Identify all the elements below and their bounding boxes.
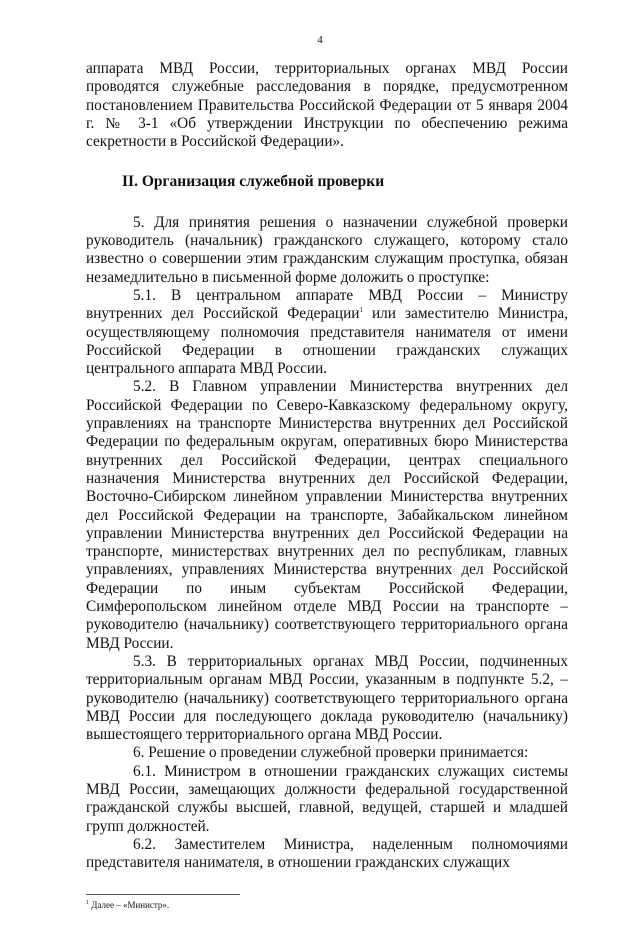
footnote-reference[interactable]: 1 bbox=[359, 306, 363, 315]
paragraph-6: 6. Решение о проведении служебной проверки принимается: bbox=[133, 744, 529, 762]
paragraph-6-1: 6.1. Министром в отношении гражданских служащих системы МВД России, замещающих должности федеральной государственной гражданской службы высшей, главной, ведущей, старшей и младшей групп должностей. bbox=[86, 762, 568, 835]
page-number: 4 bbox=[317, 34, 323, 46]
footnote-area bbox=[86, 894, 568, 931]
paragraph-5-1 bbox=[86, 287, 568, 378]
paragraph-5: 5. Для принятия решения о назначении служебной проверки руководитель (начальник) гражданского служащего, которому стало известно о совершении этим гражданским служащим проступка, обязан незамедлительно в письменной форме доложить о проступке: bbox=[86, 213, 568, 286]
paragraph-5-1-text-b: или заместителю Министра, осуществляющему полномочия представителя нанимателя от имени Российской Федерации в отношении гражданских служащих центрального аппарата МВД России. bbox=[86, 305, 568, 378]
intro-paragraph: аппарата МВД России, территориальных органах МВД России проводятся служебные расследования в порядке, предусмотренном постановлением Правительства Российской Федерации от 5 января 2004 г. № 3-1 «Об утверждении Инструкции по обеспечению режима секретности в Российской Федерации». bbox=[86, 60, 568, 151]
footnote-marker: 1 bbox=[86, 900, 89, 907]
paragraph-5-3: 5.3. В территориальных органах МВД России, подчиненных территориальным органам МВД России, указанным в подпункте 5.2, – руководителю (начальнику) соответствующего территориального органа МВД России для последующего доклада руководителю (начальнику) вышестоящего территориального органа МВД России. bbox=[86, 652, 568, 744]
footnote bbox=[86, 899, 568, 911]
paragraph-6-2: 6.2. Заместителем Министра, наделенным полномочиями представителя нанимателя, в отношении гражданских служащих bbox=[86, 835, 568, 872]
paragraph-5-2: 5.2. В Главном управлении Министерства внутренних дел Российской Федерации по Северо-Кавказскому федеральному округу, управлениях на транспорте Министерства внутренних дел Российской Федерации по федеральным округам, оперативных бюро Министерства внутренних дел Российской Федерации, центрах специального назначения Министерства внутренних дел Российской Федерации, Восточно-Сибирском линейном управлении Министерства внутренних дел Российской Федерации на транспорте, Забайкальском линейном управлении Министерства внутренних дел Российской Федерации на транспорте, министерствах внутренних дел по республикам, главных управлениях, управлениях Министерства внутренних дел Российской Федерации по иным субъектам Российской Федерации, Симферопольском линейном отделе МВД России на транспорте – руководителю (начальнику) соответствующего территориального органа МВД России. bbox=[86, 378, 568, 652]
document-body bbox=[86, 60, 568, 872]
footnote-divider bbox=[86, 894, 240, 895]
paragraph-5-1-text-a: 5.1. В центральном аппарате МВД России – Министру внутренних дел Российской Федерации bbox=[86, 286, 568, 323]
footnote-text: Далее – «Министр». bbox=[89, 900, 170, 911]
section-heading: II. Организация служебной проверки bbox=[122, 173, 385, 191]
